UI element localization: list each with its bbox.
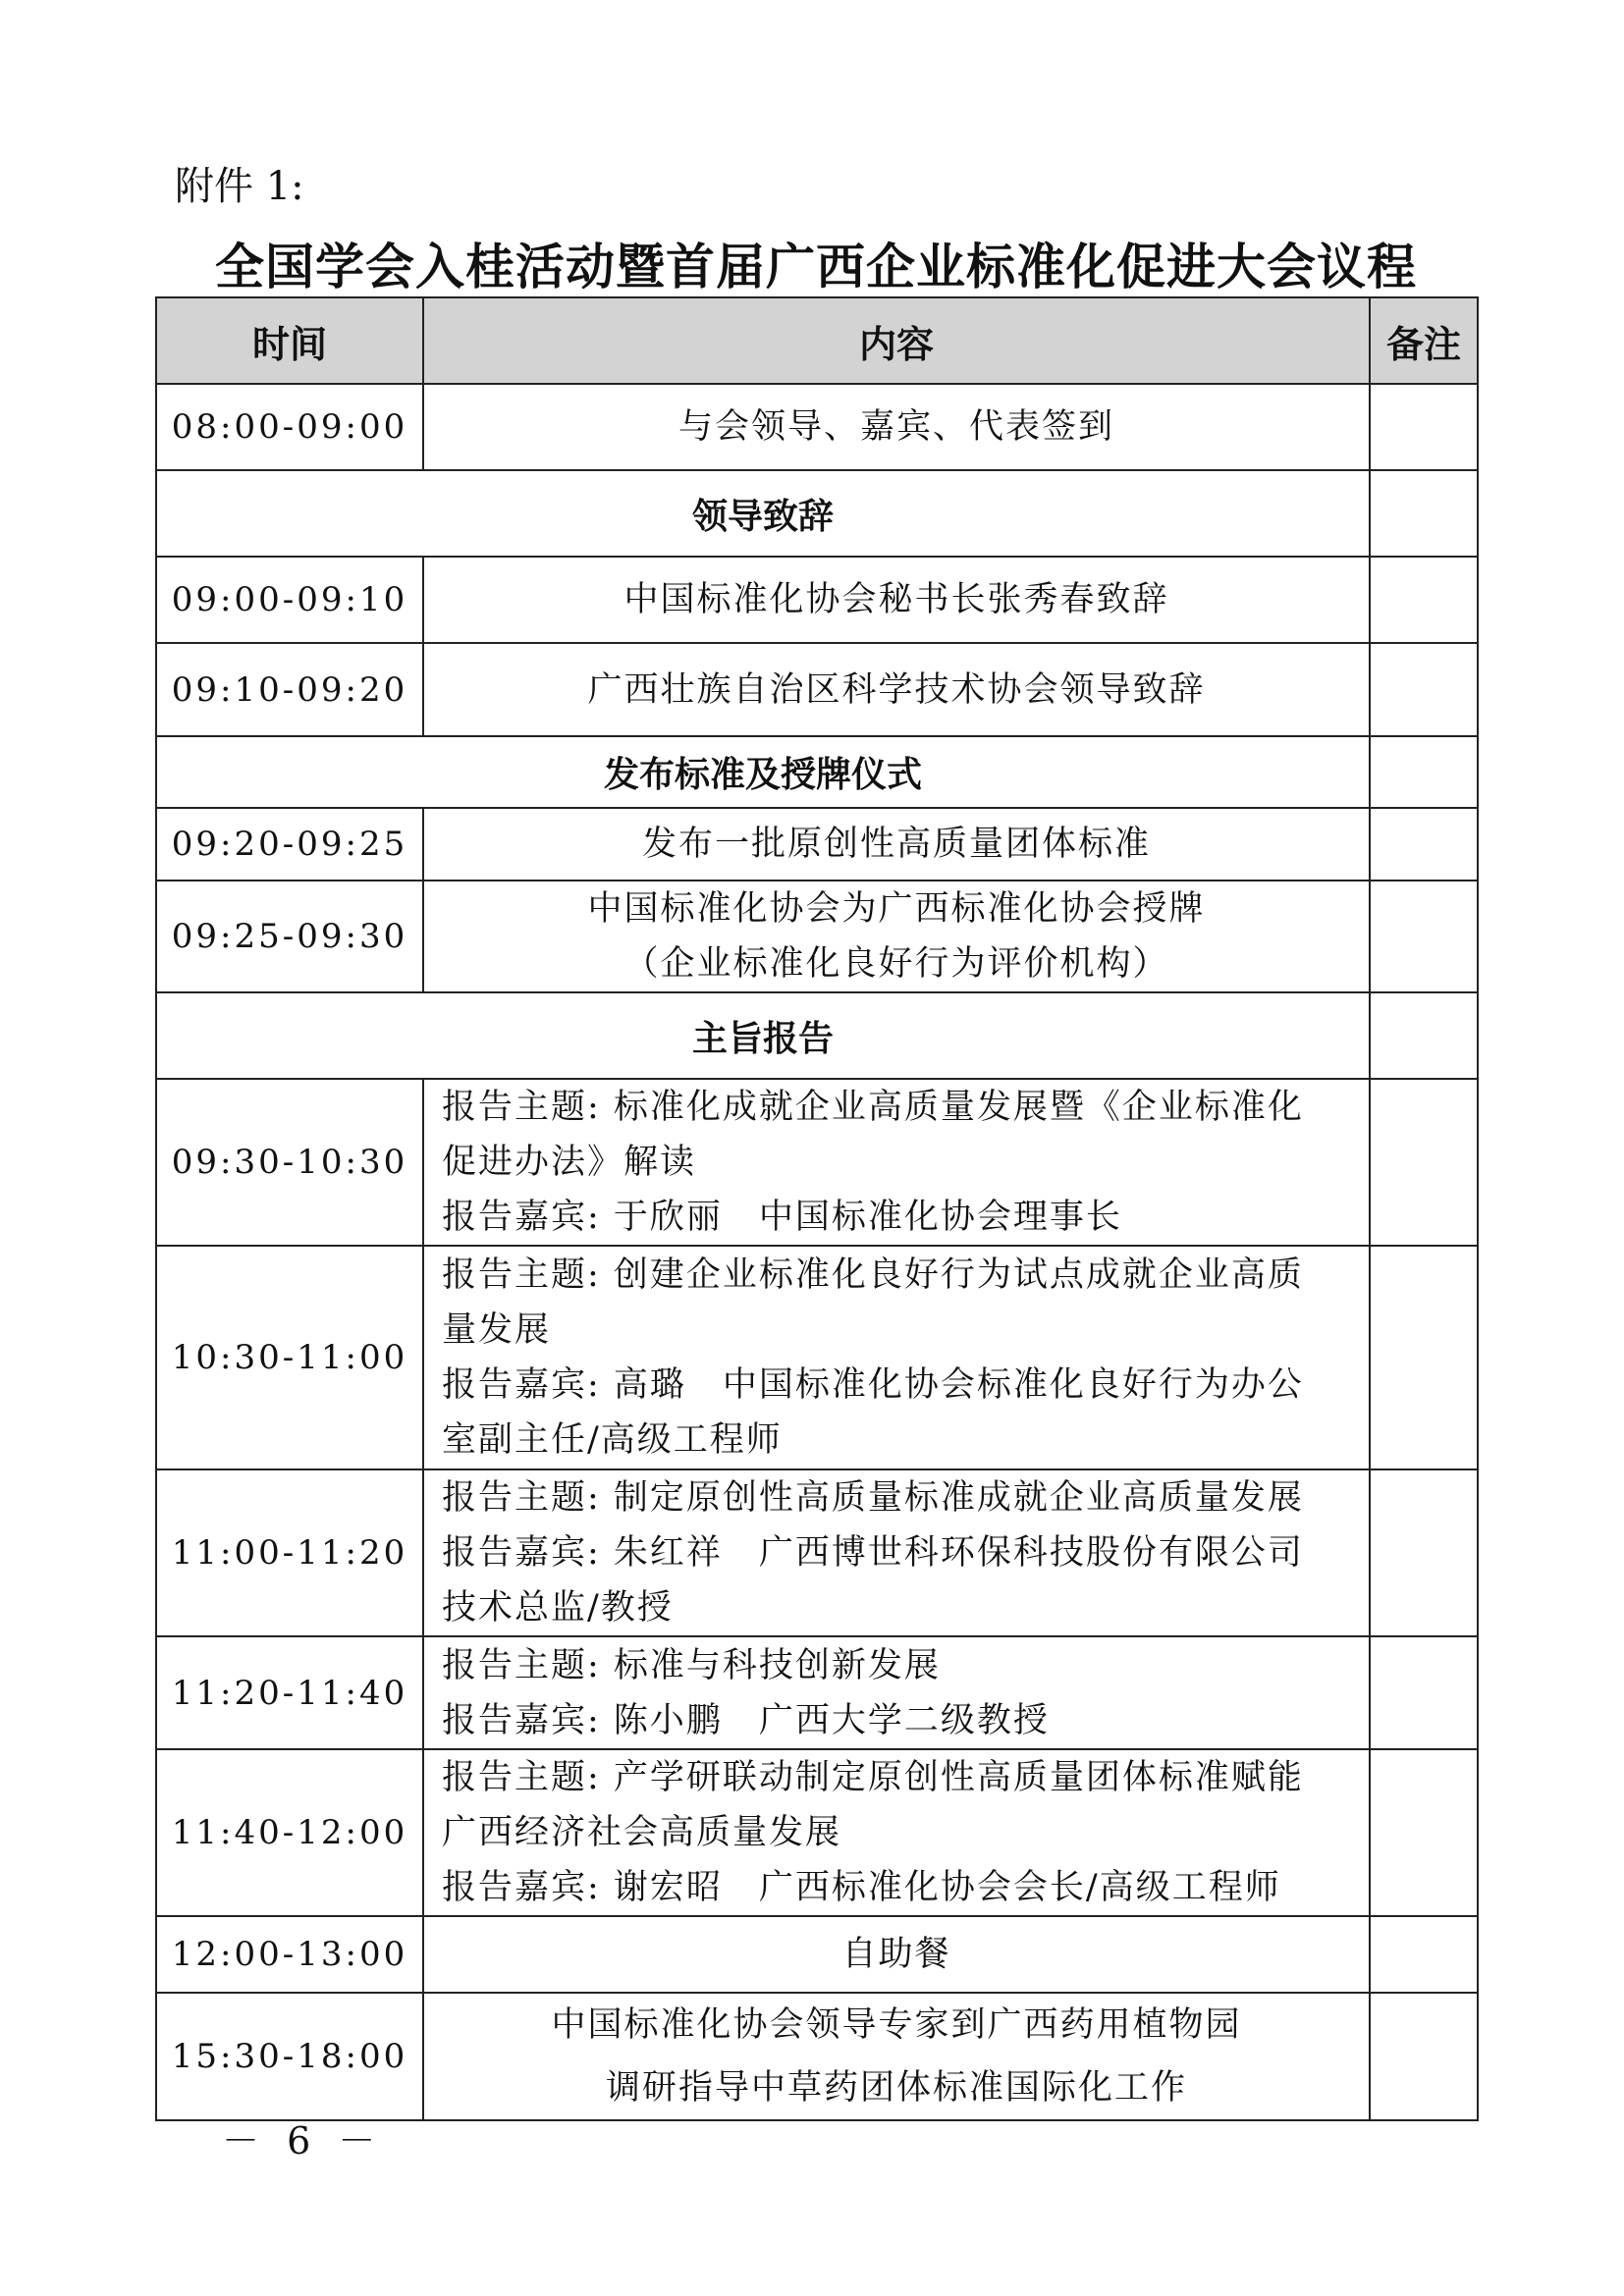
section-row (156, 736, 1478, 808)
page-number: － 6 － (222, 2119, 384, 2163)
time-cell: 09:25-09:30 (156, 881, 423, 992)
table-row (156, 1246, 1478, 1469)
time-cell: 08:00-09:00 (156, 384, 423, 470)
content-line: 促进办法》解读 (442, 1143, 697, 1182)
time-cell: 15:30-18:00 (156, 1993, 423, 2120)
content-line: 报告主题: 制定原创性高质量标准成就企业高质量发展 (442, 1478, 1304, 1518)
table-row (156, 557, 1478, 643)
content-line: 报告主题: 标准与科技创新发展 (442, 1645, 941, 1685)
section-row (156, 992, 1478, 1079)
content-line: 报告主题: 创建企业标准化良好行为试点成就企业高质 (442, 1255, 1304, 1295)
note-cell (1370, 808, 1478, 881)
note-cell (1370, 1916, 1478, 1993)
content-line: 报告主题: 标准化成就企业高质量发展暨《企业标准化 (442, 1088, 1304, 1127)
content-line: 室副主任/高级工程师 (442, 1420, 783, 1460)
content-line: 中国标准化协会秘书长张秀春致辞 (623, 580, 1169, 619)
table-row (156, 1079, 1478, 1246)
attachment-label: 附件 1: (175, 164, 304, 209)
content-cell (423, 1246, 1370, 1469)
table-row (156, 643, 1478, 736)
note-cell (1370, 643, 1478, 736)
table-row (156, 1916, 1478, 1993)
content-cell (423, 1079, 1370, 1246)
note-cell (1370, 736, 1478, 808)
content-line: 中国标准化协会领导专家到广西药用植物园 (551, 2005, 1242, 2045)
section-title: 主旨报告 (156, 992, 1370, 1079)
time-cell: 09:10-09:20 (156, 643, 423, 736)
content-line: 报告嘉宾: 于欣丽 中国标准化协会理事长 (442, 1198, 1122, 1237)
content-cell (423, 1916, 1370, 1993)
table-row (156, 1636, 1478, 1749)
note-cell (1370, 1636, 1478, 1749)
section-title: 发布标准及授牌仪式 (156, 736, 1370, 808)
content-line: 报告嘉宾: 陈小鹏 广西大学二级教授 (442, 1700, 1050, 1740)
content-cell (423, 808, 1370, 881)
content-line: 中国标准化协会为广西标准化协会授牌 (587, 889, 1206, 929)
agenda-table (155, 296, 1479, 2121)
content-cell (423, 1636, 1370, 1749)
table-row (156, 384, 1478, 470)
content-line: 报告嘉宾: 朱红祥 广西博世科环保科技股份有限公司 (442, 1533, 1304, 1573)
content-line: 报告嘉宾: 高璐 中国标准化协会标准化良好行为办公 (442, 1365, 1304, 1405)
time-cell: 09:20-09:25 (156, 808, 423, 881)
header-row (156, 297, 1478, 384)
content-line: 广西经济社会高质量发展 (442, 1813, 842, 1852)
page-title: 全国学会入桂活动暨首届广西企业标准化促进大会议程 (215, 239, 1417, 295)
note-cell (1370, 557, 1478, 643)
time-cell: 09:30-10:30 (156, 1079, 423, 1246)
note-cell (1370, 1749, 1478, 1916)
note-cell (1370, 1993, 1478, 2120)
note-cell (1370, 1246, 1478, 1469)
header-time: 时间 (156, 297, 423, 384)
content-line: 报告主题: 产学研联动制定原创性高质量团体标准赋能 (442, 1758, 1304, 1797)
time-cell: 10:30-11:00 (156, 1246, 423, 1469)
content-line: 发布一批原创性高质量团体标准 (641, 825, 1151, 864)
content-line: 广西壮族自治区科学技术协会领导致辞 (587, 669, 1206, 710)
content-line: 自助餐 (841, 1935, 951, 1974)
table-row (156, 808, 1478, 881)
content-line: （企业标准化良好行为评价机构） (623, 944, 1169, 984)
content-cell (423, 384, 1370, 470)
note-cell (1370, 1469, 1478, 1636)
table-row (156, 1993, 1478, 2120)
table-row (156, 1469, 1478, 1636)
time-cell: 09:00-09:10 (156, 557, 423, 643)
content-cell (423, 1993, 1370, 2120)
time-cell: 11:40-12:00 (156, 1749, 423, 1916)
content-cell (423, 557, 1370, 643)
content-line: 调研指导中草药团体标准国际化工作 (605, 2068, 1187, 2108)
note-cell (1370, 1079, 1478, 1246)
content-cell (423, 881, 1370, 992)
content-line: 报告嘉宾: 谢宏昭 广西标准化协会会长/高级工程师 (442, 1868, 1281, 1907)
note-cell (1370, 470, 1478, 557)
header-content: 内容 (423, 297, 1370, 384)
time-cell: 12:00-13:00 (156, 1916, 423, 1993)
table-row (156, 881, 1478, 992)
note-cell (1370, 992, 1478, 1079)
section-title: 领导致辞 (156, 470, 1370, 557)
time-cell: 11:20-11:40 (156, 1636, 423, 1749)
content-line: 与会领导、嘉宾、代表签到 (677, 407, 1114, 447)
header-note: 备注 (1370, 297, 1478, 384)
content-cell (423, 1749, 1370, 1916)
note-cell (1370, 384, 1478, 470)
time-cell: 11:00-11:20 (156, 1469, 423, 1636)
note-cell (1370, 881, 1478, 992)
content-cell (423, 643, 1370, 736)
section-row (156, 470, 1478, 557)
content-cell (423, 1469, 1370, 1636)
content-line: 技术总监/教授 (442, 1588, 674, 1628)
content-line: 量发展 (442, 1310, 552, 1350)
table-row (156, 1749, 1478, 1916)
